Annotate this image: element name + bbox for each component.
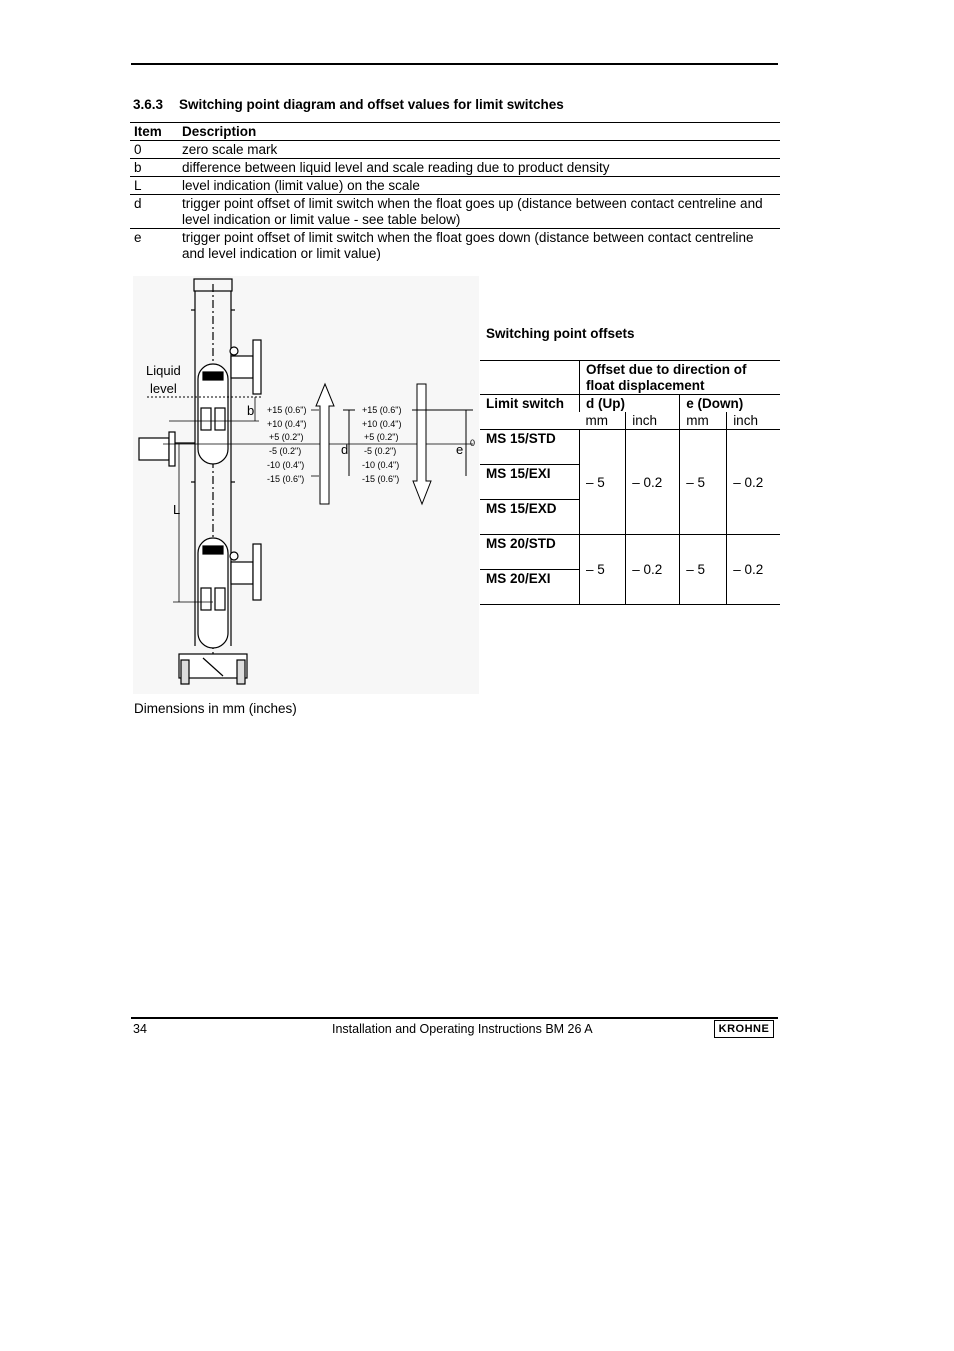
item-description: level indication (limit value) on the scale bbox=[178, 177, 780, 195]
zero-label: 0 bbox=[470, 438, 476, 448]
section-heading bbox=[133, 97, 564, 112]
e-inch-value: – 0.2 bbox=[727, 535, 780, 605]
scale-d-tick: -10 (0.4") bbox=[267, 460, 305, 470]
e-mm-value: – 5 bbox=[680, 535, 727, 605]
switch-name: MS 20/EXI bbox=[486, 571, 551, 586]
table-row bbox=[480, 430, 780, 465]
header-rule bbox=[131, 63, 778, 65]
scale-d-tick: +10 (0.4") bbox=[267, 419, 307, 429]
scale-e-tick: -10 (0.4") bbox=[362, 460, 400, 470]
e-inch-value: – 0.2 bbox=[727, 430, 780, 535]
dimensions-note: Dimensions in mm (inches) bbox=[134, 701, 297, 716]
scale-e-tick: -15 (0.6") bbox=[362, 474, 400, 484]
header-description: Description bbox=[178, 123, 780, 141]
col-d: d (Up) bbox=[580, 395, 680, 413]
table-row bbox=[480, 535, 780, 570]
table-row bbox=[130, 195, 780, 229]
items-table-header bbox=[130, 123, 780, 141]
unit-inch: inch bbox=[727, 412, 780, 430]
header-item: Item bbox=[130, 123, 178, 141]
offsets-unit-row bbox=[480, 412, 780, 430]
unit-mm: mm bbox=[680, 412, 727, 430]
item-key: d bbox=[130, 195, 178, 229]
liquid-label-2: level bbox=[150, 381, 177, 396]
scale-d-tick: +5 (0.2") bbox=[269, 432, 304, 442]
table-row bbox=[130, 159, 780, 177]
switch-name: MS 20/STD bbox=[480, 535, 580, 570]
footer-doc-title: Installation and Operating Instructions BM 26 A bbox=[332, 1022, 593, 1036]
switch-name: MS 15/EXD bbox=[486, 501, 557, 516]
scale-e-tick: +10 (0.4") bbox=[362, 419, 402, 429]
item-key: e bbox=[134, 230, 142, 245]
switch-name: MS 15/STD bbox=[480, 430, 580, 465]
section-title: Switching point diagram and offset values for limit switches bbox=[179, 97, 564, 112]
footer-rule bbox=[131, 1017, 778, 1019]
offsets-header-row bbox=[480, 361, 780, 395]
item-key: 0 bbox=[130, 141, 178, 159]
table-row bbox=[130, 229, 780, 263]
blank-cell bbox=[480, 412, 580, 430]
scale-d-tick: -5 (0.2") bbox=[269, 446, 302, 456]
item-description: trigger point offset of limit switch when the float goes up (distance between contact centreline and level indication or limit value - see table below) bbox=[178, 195, 780, 229]
item-description: trigger point offset of limit switch when the float goes down (distance between contact centreline and level indication or limit value) bbox=[182, 230, 754, 261]
table-row bbox=[130, 177, 780, 195]
scale-e-tick: +5 (0.2") bbox=[364, 432, 399, 442]
switching-point-diagram bbox=[133, 276, 479, 694]
items-table bbox=[130, 122, 780, 262]
d-mm-value: – 5 bbox=[580, 535, 626, 605]
unit-mm: mm bbox=[585, 413, 608, 428]
krohne-logo: KROHNE bbox=[714, 1020, 774, 1038]
offsets-table bbox=[480, 360, 780, 605]
item-description: zero scale mark bbox=[178, 141, 780, 159]
group-header: Offset due to direction of float displacement bbox=[580, 361, 781, 395]
scale-e-tick: +15 (0.6") bbox=[362, 405, 402, 415]
e-label: e bbox=[456, 442, 464, 457]
scale-d-tick: -15 (0.6") bbox=[267, 474, 305, 484]
upper-float bbox=[198, 364, 228, 464]
d-inch-value: – 0.2 bbox=[626, 535, 680, 605]
unit-inch: inch bbox=[626, 412, 680, 430]
page-number: 34 bbox=[133, 1022, 147, 1036]
offsets-title: Switching point offsets bbox=[486, 326, 635, 341]
section-number: 3.6.3 bbox=[133, 97, 164, 112]
offsets-header-row bbox=[480, 395, 780, 413]
item-key: L bbox=[130, 177, 178, 195]
item-key: b bbox=[130, 159, 178, 177]
e-mm-value: – 5 bbox=[680, 430, 727, 535]
liquid-label-1: Liquid bbox=[146, 363, 181, 378]
switch-name: MS 15/EXI bbox=[480, 465, 580, 500]
scale-d-tick: +15 (0.6") bbox=[267, 405, 307, 415]
d-mm-value: – 5 bbox=[580, 430, 626, 535]
col-limit-switch: Limit switch bbox=[486, 396, 565, 411]
d-label: d bbox=[341, 442, 349, 457]
d-inch-value: – 0.2 bbox=[626, 430, 680, 535]
col-e: e (Down) bbox=[680, 395, 780, 413]
lower-float bbox=[198, 538, 228, 648]
blank-cell bbox=[480, 361, 580, 395]
L-label: L bbox=[173, 502, 181, 517]
table-row bbox=[130, 141, 780, 159]
item-description: difference between liquid level and scale reading due to product density bbox=[178, 159, 780, 177]
scale-e-tick: -5 (0.2") bbox=[364, 446, 397, 456]
b-label: b bbox=[247, 403, 255, 418]
